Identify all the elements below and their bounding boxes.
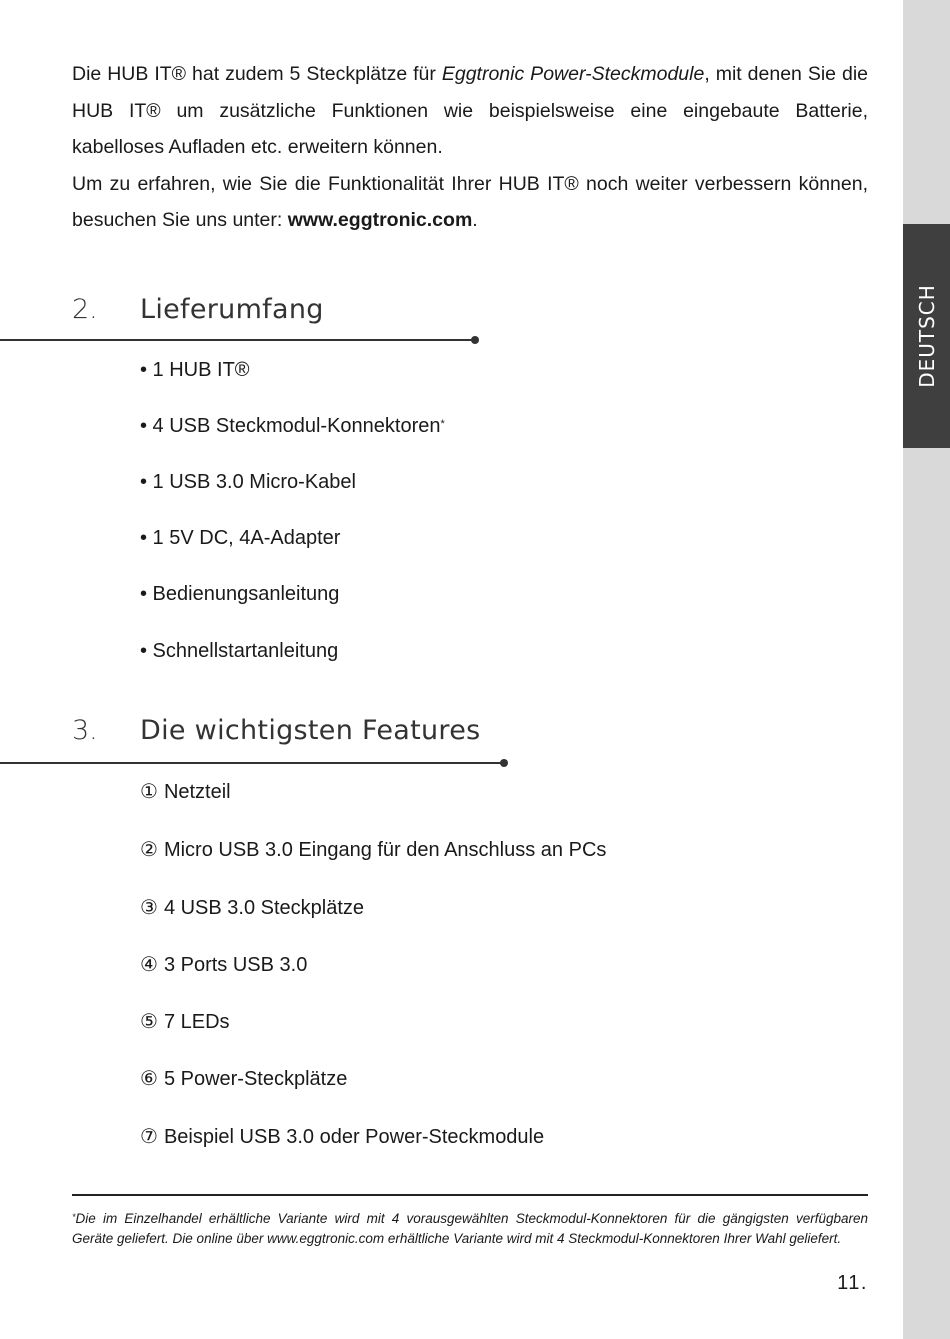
intro-p1-emphasis: Eggtronic Power-Steckmodule bbox=[441, 63, 705, 85]
section-2-number: 2. bbox=[72, 294, 98, 325]
feature-text: 3 Ports USB 3.0 bbox=[163, 954, 308, 976]
page-number: 11. bbox=[837, 1272, 868, 1294]
intro-paragraph-2 bbox=[72, 166, 868, 239]
feature-text: Beispiel USB 3.0 oder Power-Steckmodule bbox=[163, 1126, 545, 1148]
feature-number: ④ bbox=[140, 954, 158, 976]
feature-number: ③ bbox=[140, 897, 158, 919]
feature-item bbox=[140, 896, 364, 920]
intro-text bbox=[72, 56, 868, 239]
intro-p2-start: Um zu erfahren, wie Sie die Funktionalität Ihrer HUB IT® noch weiter verbessern können, besuchen Sie uns unter: bbox=[72, 172, 868, 231]
intro-p1-start: Die HUB IT® hat zudem 5 Steckplätze für bbox=[72, 63, 442, 85]
feature-text: 5 Power-Steckplätze bbox=[163, 1068, 348, 1090]
language-tab-label-wrap bbox=[903, 224, 950, 448]
section-2-rule bbox=[0, 339, 474, 341]
section-3-title: Die wichtigsten Features bbox=[140, 715, 481, 746]
list-item: • Bedienungsanleitung bbox=[140, 583, 340, 605]
feature-text: Micro USB 3.0 Eingang für den Anschluss an PCs bbox=[163, 839, 607, 861]
footnote-marker: * bbox=[440, 418, 445, 430]
feature-item bbox=[140, 780, 231, 804]
list-item: • 1 USB 3.0 Micro-Kabel bbox=[140, 471, 356, 493]
intro-p1-end: , mit denen Sie die HUB IT® um zusätzliche Funktionen wie beispielsweise eine eingebaute Batterie, kabelloses Aufladen etc. erweitern können. bbox=[72, 63, 869, 158]
feature-item bbox=[140, 1125, 544, 1149]
feature-item bbox=[140, 1010, 230, 1034]
list-item: • Schnellstartanleitung bbox=[140, 640, 339, 662]
footnote-rule bbox=[72, 1194, 868, 1196]
intro-paragraph-1 bbox=[72, 56, 868, 166]
section-2-rule-dot bbox=[471, 336, 479, 344]
list-item: • 1 5V DC, 4A-Adapter bbox=[140, 527, 341, 549]
section-3-rule-dot bbox=[500, 759, 508, 767]
footnote bbox=[72, 1209, 868, 1248]
list-item-text: • 4 USB Steckmodul-Konnektoren bbox=[140, 415, 441, 437]
list-item bbox=[140, 414, 445, 438]
feature-text: 7 LEDs bbox=[163, 1011, 230, 1033]
feature-number: ② bbox=[140, 839, 158, 861]
footnote-text: Die im Einzelhandel erhältliche Variante wird mit 4 vorausgewählten Steckmodul-Konnektoren für die gängigsten verfügbaren Geräte geliefert. Die online über www.eggtronic.com erhältliche Variante wird mit 4 Steckmodul-Konnektoren Ihrer Wahl geliefert. bbox=[72, 1211, 868, 1246]
feature-item bbox=[140, 838, 606, 862]
feature-number: ⑤ bbox=[140, 1011, 158, 1033]
website-link[interactable]: www.eggtronic.com bbox=[287, 209, 473, 231]
section-2-title: Lieferumfang bbox=[140, 294, 324, 325]
feature-item bbox=[140, 953, 307, 977]
feature-text: Netzteil bbox=[163, 781, 231, 803]
list-item: • 1 HUB IT® bbox=[140, 359, 250, 381]
side-strip bbox=[903, 0, 950, 1339]
feature-item bbox=[140, 1067, 347, 1091]
feature-number: ① bbox=[140, 781, 158, 803]
intro-p2-end: . bbox=[472, 209, 478, 231]
footnote-marker: * bbox=[72, 1212, 76, 1222]
language-tab-label: DEUTSCH bbox=[914, 284, 939, 388]
section-3-number: 3. bbox=[72, 715, 98, 746]
feature-number: ⑥ bbox=[140, 1068, 158, 1090]
feature-number: ⑦ bbox=[140, 1126, 158, 1148]
feature-text: 4 USB 3.0 Steckplätze bbox=[163, 897, 365, 919]
section-3-rule bbox=[0, 762, 503, 764]
